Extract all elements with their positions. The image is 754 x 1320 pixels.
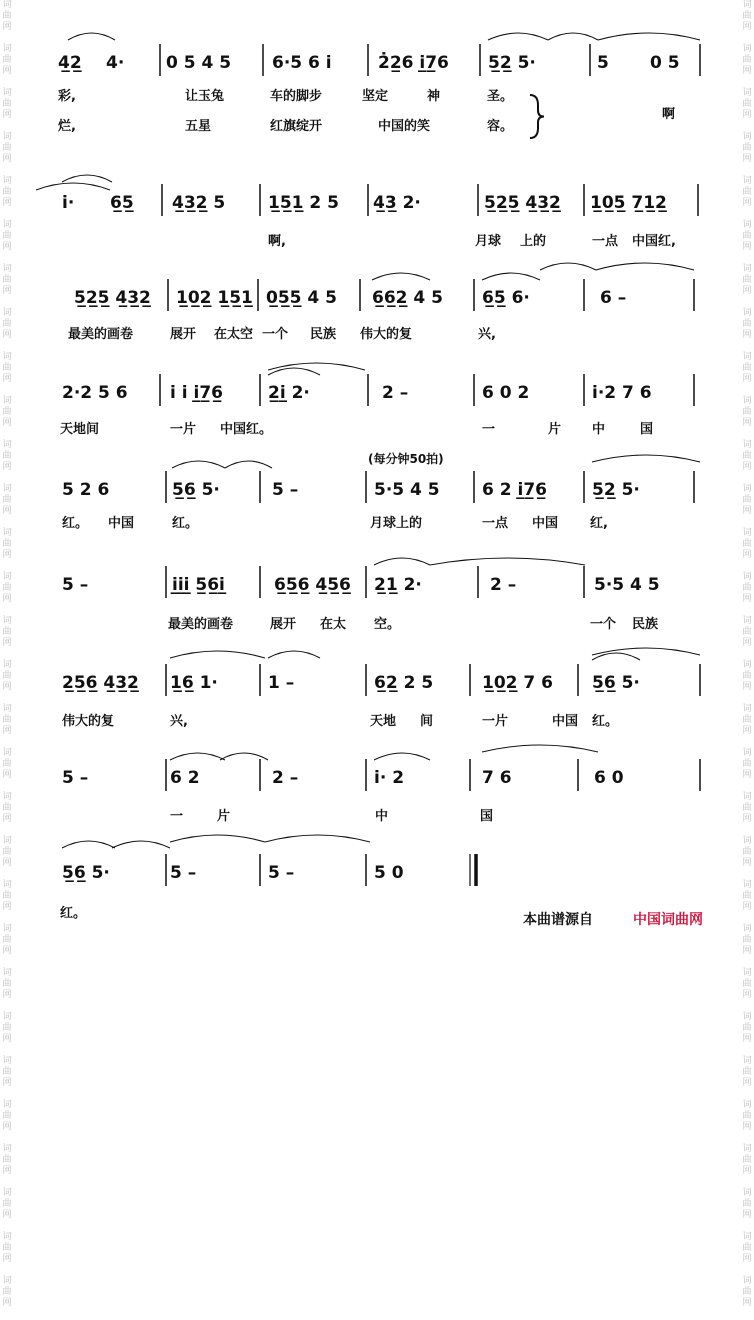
lyric-text: 中国红, bbox=[632, 234, 676, 249]
lyric-text: 容。 bbox=[487, 119, 514, 134]
note-cell: 6̲5̲ bbox=[110, 193, 134, 213]
lyric-text: 中国 bbox=[552, 714, 579, 729]
lyric-text: 最美的画卷 bbox=[168, 617, 234, 632]
lyric-text: 一点 bbox=[482, 516, 509, 531]
lyric-text: 中 bbox=[375, 809, 389, 824]
note-cell: 5 – bbox=[268, 863, 295, 883]
lyric-text: 一点 bbox=[592, 234, 619, 249]
lyric-text: 红, bbox=[590, 516, 608, 531]
note-cell: 6 2 i̲7̲6̲ bbox=[482, 480, 547, 500]
note-cell: 5̲6̲ 5· bbox=[172, 480, 220, 500]
lyric-text: 坚定 bbox=[362, 89, 389, 104]
lyric-text: 国 bbox=[640, 422, 654, 437]
slur-arc bbox=[68, 33, 115, 40]
note-cell: 6̲6̲2̲ 4 5 bbox=[372, 288, 443, 308]
lyric-text: 伟大的复 bbox=[360, 327, 413, 342]
brace-lyric: 啊 bbox=[662, 107, 676, 122]
slur-arc bbox=[36, 183, 110, 190]
note-cell: 1 – bbox=[268, 673, 295, 693]
note-cell: 1̲0̲5̲ 7̲1̲2̲ bbox=[590, 193, 667, 213]
lyric-text: 一片 bbox=[482, 714, 509, 729]
watermark-text: 词曲网 词曲网 词曲网 词曲网 词曲网 词曲网 词曲网 词曲网 词曲网 词曲网 词曲网 词曲网 词曲网 词曲网 词曲网 词曲网 词曲网 词曲网 词曲网 词曲网 词曲网 词曲网 词曲网 词曲网 词曲网 词曲网 词曲网 词曲网 词曲网 词曲网 bbox=[2, 0, 12, 1308]
note-cell: 6̲5̲6̲ 4̲5̲6̲ bbox=[274, 575, 351, 595]
lyric-text: 让玉兔 bbox=[185, 89, 225, 104]
lyric-text: 空。 bbox=[374, 617, 401, 632]
lyric-text: 五星 bbox=[185, 119, 212, 134]
note-cell: 6 0 bbox=[594, 768, 624, 788]
slur-arc bbox=[170, 651, 265, 658]
slur-arc bbox=[540, 263, 596, 270]
lyric-text: 一 bbox=[482, 422, 496, 437]
slur-arc bbox=[482, 745, 598, 752]
lyric-text: 红。 bbox=[62, 516, 89, 531]
note-cell: i i i̲7̲6̲ bbox=[170, 383, 223, 403]
watermark-text: 词曲网 词曲网 词曲网 词曲网 词曲网 词曲网 词曲网 词曲网 词曲网 词曲网 词曲网 词曲网 词曲网 词曲网 词曲网 词曲网 词曲网 词曲网 词曲网 词曲网 词曲网 词曲网 词曲网 词曲网 词曲网 词曲网 词曲网 词曲网 词曲网 词曲网 bbox=[742, 0, 752, 1308]
lyric-text: 红旗绽开 bbox=[270, 119, 323, 134]
lyric-text: 车的脚步 bbox=[270, 89, 323, 104]
lyric-text: 在太空 bbox=[214, 327, 254, 342]
lyric-text: 国 bbox=[480, 809, 494, 824]
lyric-text: 兴, bbox=[170, 714, 188, 729]
note-cell: 7 6 bbox=[482, 768, 512, 788]
lyric-text: 烂, bbox=[58, 119, 76, 134]
note-cell: i·2 7 6 bbox=[592, 383, 652, 403]
lyric-text: 神 bbox=[427, 89, 441, 104]
note-cell: 2 – bbox=[382, 383, 409, 403]
source-site-link[interactable]: 中国词曲网 bbox=[633, 912, 703, 928]
lyric-text: 兴, bbox=[478, 327, 496, 342]
slur-arc bbox=[374, 753, 430, 760]
slur-arc bbox=[170, 753, 225, 760]
note-cell: 5̲2̲5̲ 4̲3̲2̲ bbox=[484, 193, 561, 213]
note-cell: i· 2 bbox=[374, 768, 405, 788]
note-cell: 0̲5̲5̲ 4 5 bbox=[266, 288, 337, 308]
note-cell: 5 – bbox=[272, 480, 299, 500]
note-cell: 5·5 4 5 bbox=[374, 480, 440, 500]
lyric-text: 中国 bbox=[532, 516, 559, 531]
note-cell: 6 – bbox=[600, 288, 627, 308]
slur-arc bbox=[372, 273, 430, 280]
note-cell: 6 0 2 bbox=[482, 383, 530, 403]
slur-arc bbox=[220, 753, 268, 760]
note-cell: 0 5 4 5 bbox=[166, 53, 232, 73]
note-cell: 6 2 bbox=[170, 768, 200, 788]
source-label: 本曲谱源自 bbox=[523, 912, 593, 928]
lyric-text: 最美的画卷 bbox=[68, 327, 134, 342]
note-cell: 2̲1̲ 2· bbox=[374, 575, 422, 595]
slur-arc bbox=[430, 558, 585, 565]
lyric-text: 民族 bbox=[310, 327, 337, 342]
note-cell: 6·5 6 i bbox=[272, 53, 332, 73]
note-cell: 1̲6̲ 1· bbox=[170, 673, 218, 693]
note-cell: 5·5 4 5 bbox=[594, 575, 660, 595]
lyric-text: 中国 bbox=[108, 516, 135, 531]
slur-arc bbox=[488, 33, 548, 40]
slur-arc bbox=[265, 835, 370, 842]
slur-arc bbox=[62, 841, 115, 848]
slur-arc bbox=[598, 33, 700, 40]
note-cell: 2̇2̲6 i̲7̲6 bbox=[378, 53, 449, 73]
slur-arc bbox=[482, 273, 540, 280]
note-cell: 5 2 6 bbox=[62, 480, 110, 500]
lyric-text: 上的 bbox=[520, 234, 547, 249]
note-cell: 2 – bbox=[490, 575, 517, 595]
lyric-text: 展开 bbox=[170, 327, 197, 342]
lyric-text: 彩, bbox=[58, 89, 76, 104]
note-cell: 5 bbox=[597, 53, 609, 73]
note-cell: 5 – bbox=[62, 575, 89, 595]
note-cell: 5 0 bbox=[374, 863, 404, 883]
note-cell: 5̲2̲ 5· bbox=[592, 480, 640, 500]
note-cell: 1̲0̲2̲ 7 6 bbox=[482, 673, 553, 693]
note-cell: 6̲5̲ 6· bbox=[482, 288, 530, 308]
note-cell: 2̲5̲6̲ 4̲3̲2̲ bbox=[62, 673, 139, 693]
lyric-text: 月球上的 bbox=[370, 516, 423, 531]
lyric-text: 民族 bbox=[632, 617, 659, 632]
note-cell: 5̲6̲ 5· bbox=[62, 863, 110, 883]
slur-arc bbox=[592, 455, 700, 462]
lyric-text: 天地 bbox=[370, 714, 397, 729]
lyric-text: 一个 bbox=[262, 327, 289, 342]
slur-arc bbox=[548, 33, 598, 40]
note-cell: 1̲0̲2̲ 1̲5̲1̲ bbox=[176, 288, 253, 308]
lyric-text: 在太 bbox=[320, 617, 347, 632]
slur-arc bbox=[374, 558, 430, 565]
lyric-text: 天地间 bbox=[60, 422, 100, 437]
lyric-text: 片 bbox=[548, 422, 562, 437]
slur-arc bbox=[225, 461, 272, 468]
lyric-text: 一片 bbox=[170, 422, 197, 437]
lyric-text: 间 bbox=[420, 714, 434, 729]
slur-arc bbox=[268, 651, 320, 658]
slur-arc bbox=[172, 461, 225, 468]
note-cell: 4̲2̲ bbox=[58, 53, 82, 73]
slur-arc bbox=[592, 653, 640, 660]
slur-arc bbox=[112, 841, 170, 848]
note-cell: 6̲2̲ 2 5 bbox=[374, 673, 434, 693]
note-cell: 2 – bbox=[272, 768, 299, 788]
note-cell: 5̲2̲ 5· bbox=[488, 53, 536, 73]
lyric-text: 展开 bbox=[270, 617, 297, 632]
note-cell: 4̲3̲2̲ 5 bbox=[172, 193, 226, 213]
lyric-text: 中国的笑 bbox=[378, 119, 431, 134]
note-cell: 4̲3̲ 2· bbox=[373, 193, 421, 213]
note-cell: 5 – bbox=[62, 768, 89, 788]
lyric-text: 啊, bbox=[268, 234, 286, 249]
note-cell: 0 5 bbox=[650, 53, 680, 73]
note-cell: 5̲6̲ 5· bbox=[592, 673, 640, 693]
lyric-text: 红。 bbox=[592, 714, 619, 729]
note-cell: i̲i̲i̲ 5̲6̲i̲ bbox=[172, 575, 225, 595]
lyric-text: 红。 bbox=[172, 516, 199, 531]
verse-brace bbox=[530, 95, 544, 138]
slur-arc bbox=[596, 263, 694, 270]
note-cell: 2̲i̲ 2· bbox=[268, 383, 310, 403]
lyric-text: 月球 bbox=[475, 234, 502, 249]
lyric-text: 一个 bbox=[590, 617, 617, 632]
note-cell: i· bbox=[62, 193, 75, 213]
slur-arc bbox=[170, 835, 265, 842]
lyric-text: 中国红。 bbox=[220, 422, 273, 437]
note-cell: 2·2 5 6 bbox=[62, 383, 128, 403]
lyric-text: 伟大的复 bbox=[62, 714, 115, 729]
note-cell: 4· bbox=[106, 53, 125, 73]
note-cell: 5̲2̲5̲ 4̲3̲2̲ bbox=[74, 288, 151, 308]
lyric-text: 圣。 bbox=[487, 89, 514, 104]
lyric-text: 红。 bbox=[60, 906, 87, 921]
note-cell: 5 – bbox=[170, 863, 197, 883]
note-cell: 1̲5̲1̲ 2 5 bbox=[268, 193, 339, 213]
lyric-text: 中 bbox=[592, 422, 606, 437]
tempo-marking: (每分钟50拍) bbox=[368, 452, 444, 466]
lyric-text: 片 bbox=[217, 809, 231, 824]
lyric-text: 一 bbox=[170, 809, 184, 824]
slur-arc bbox=[62, 175, 112, 182]
slur-arc bbox=[268, 368, 320, 375]
